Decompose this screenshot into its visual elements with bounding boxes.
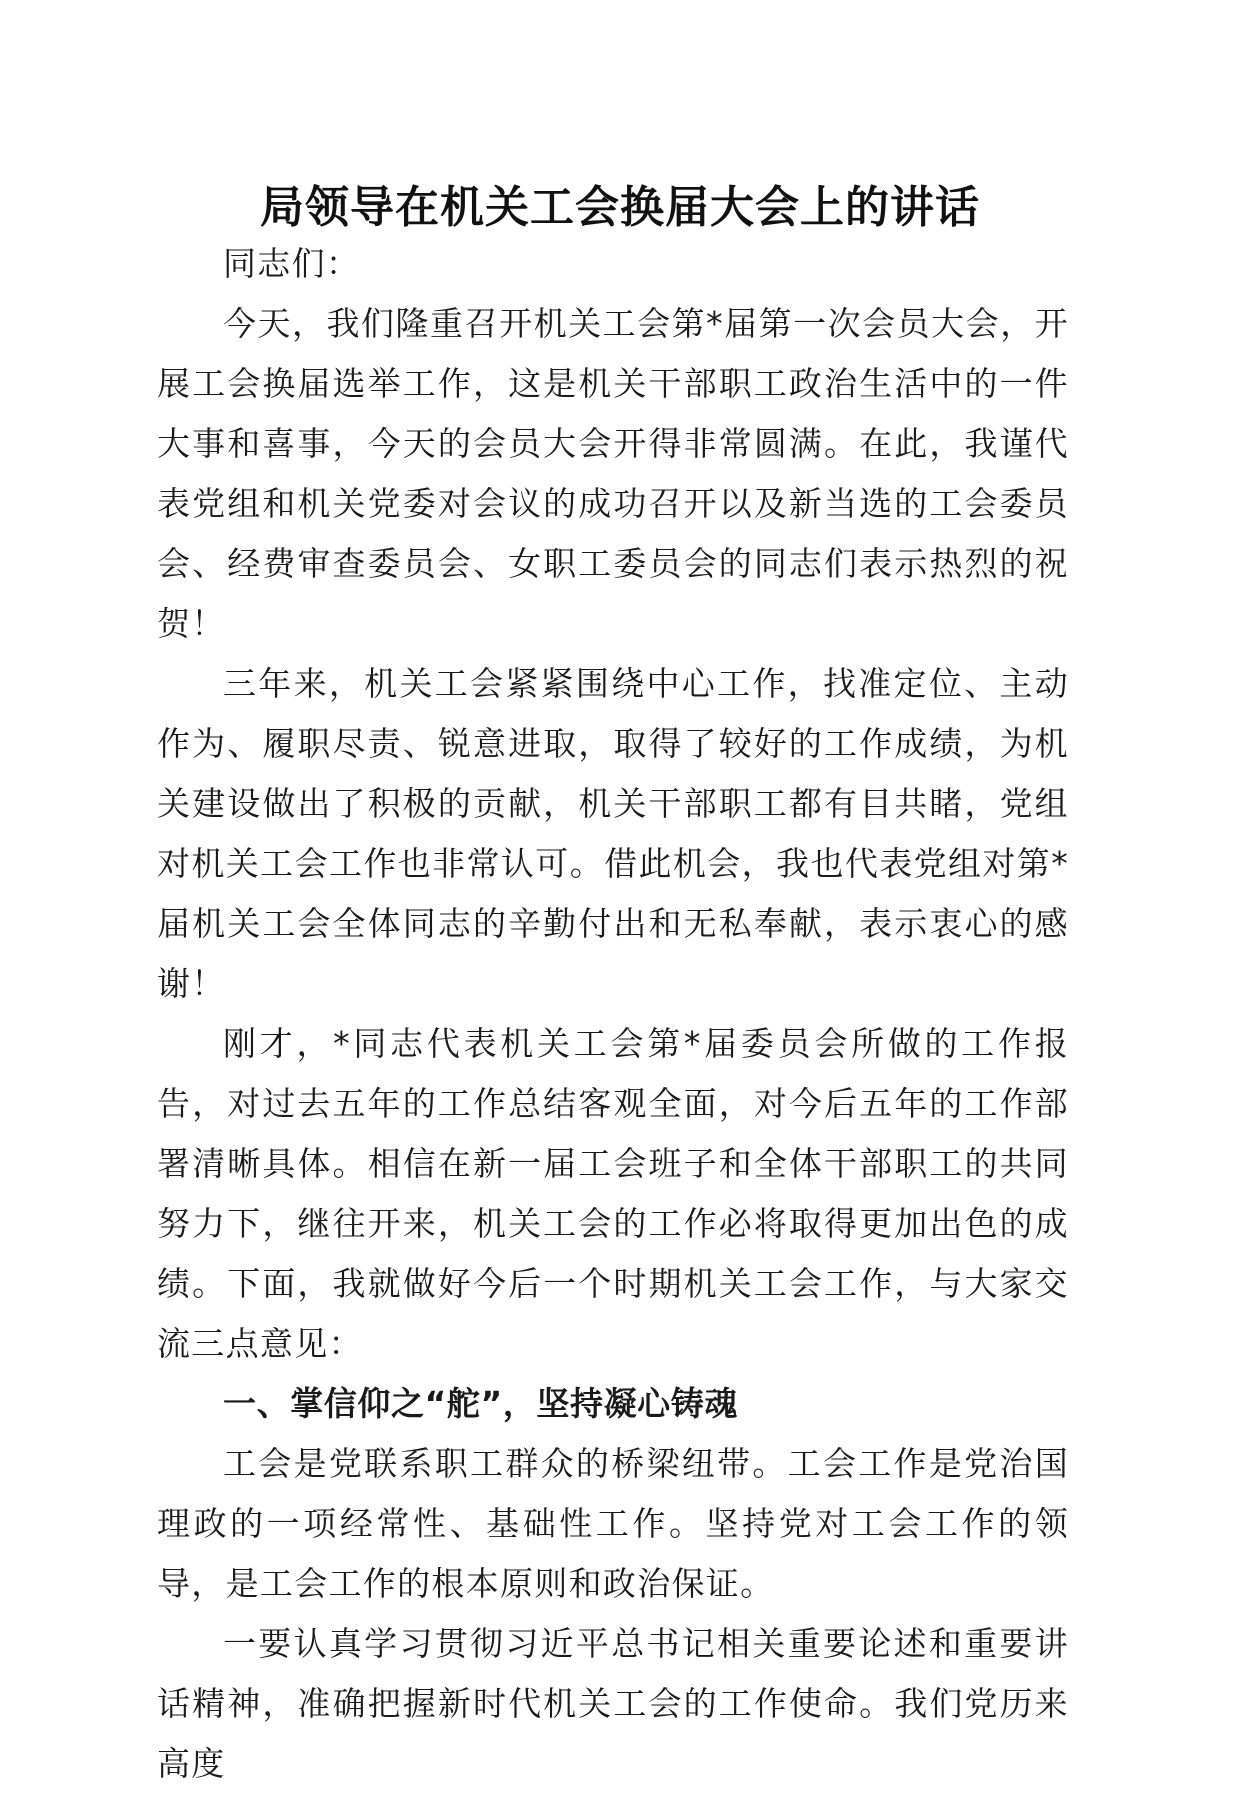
paragraph-opening: 今天，我们隆重召开机关工会第*届第一次会员大会，开展工会换届选举工作，这是机关干部职工政治生活中的一件大事和喜事，今天的会员大会开得非常圆满。在此，我谨代表党组和机关党委对会议的成功召开以及新当选的工会委员会、经费审查委员会、女职工委员会的同志们表示热烈的祝贺！ <box>157 304 1069 643</box>
section-heading-1: 一、掌信仰之“舵”，坚持凝心铸魂 <box>223 1384 738 1423</box>
paragraph-union-role: 工会是党联系职工群众的桥梁纽带。工会工作是党治国理政的一项经常性、基础性工作。坚持党对工会工作的领导，是工会工作的根本原则和政治保证。 <box>157 1444 1069 1603</box>
paragraph-review: 三年来，机关工会紧紧围绕中心工作，找准定位、主动作为、履职尽责、锐意进取，取得了较好的工作成绩，为机关建设做出了积极的贡献，机关干部职工都有目共睹，党组对机关工会工作也非常认可。借此机会，我也代表党组对第*届机关工会全体同志的辛勤付出和无私奉献，表示衷心的感谢！ <box>157 664 1069 1003</box>
paragraph-report: 刚才，*同志代表机关工会第*届委员会所做的工作报告，对过去五年的工作总结客观全面，对今后五年的工作部署清晰具体。相信在新一届工会班子和全体干部职工的共同努力下，继往开来，机关工会的工作必将取得更加出色的成绩。下面，我就做好今后一个时期机关工会工作，与大家交流三点意见： <box>157 1024 1069 1363</box>
paragraph-first-point: 一要认真学习贯彻习近平总书记相关重要论述和重要讲话精神，准确把握新时代机关工会的工作使命。我们党历来高度 <box>157 1624 1069 1783</box>
salutation: 同志们： <box>223 244 361 283</box>
document-title: 局领导在机关工会换届大会上的讲话 <box>260 182 980 233</box>
document-body <box>157 234 1069 1794</box>
